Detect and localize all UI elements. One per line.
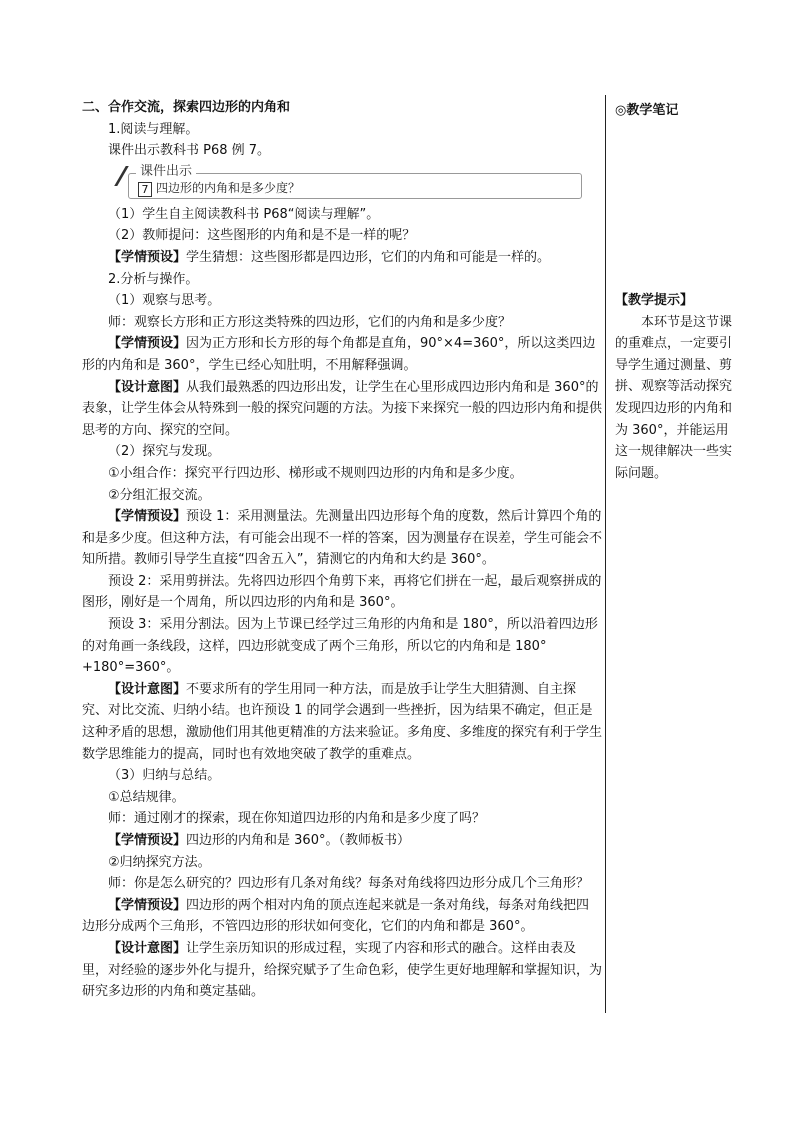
tag-label: 【学情预设】 (108, 336, 187, 352)
paragraph: ②归纳探究方法。 (108, 854, 211, 870)
paragraph: ①小组合作：探究平行四边形、梯形或不规则四边形的内角和是多少度。 (108, 465, 523, 481)
paragraph-text: 四边形的内角和是 360°。（教师板书） (186, 833, 410, 848)
notes-title: ◎教学笔记 (615, 103, 679, 118)
box-label: 课件出示 (136, 163, 196, 181)
paragraph: 师：通过刚才的探索，现在你知道四边形的内角和是多少度了吗？ (108, 811, 486, 827)
paragraph-text: 学生猜想：这些图形都是四边形，它们的内角和可能是一样的。 (186, 249, 551, 265)
paragraph-text: 因为正方形和长方形的每个角都是直角，90°×4=360°，所以这类四边形的内角和是 360°，学生已经心知肚明，不用解释强调。 (82, 336, 596, 373)
paragraph: （1）学生自主阅读教科书 P68“阅读与理解”。 (108, 206, 380, 222)
hint-body: 本环节是这节课的重难点，一定要引导学生通过测量、剪拼、观察等活动探究发现四边形的内角和为 360°，并能运用这一规律解决一些实际问题。 (615, 314, 733, 481)
paragraph: （2）教师提问：这些图形的内角和是不是一样的呢？ (108, 228, 416, 244)
courseware-box (118, 163, 583, 200)
tag-label: 【设计意图】 (108, 940, 187, 956)
paragraph (82, 679, 602, 765)
paragraph: 预设 2：采用剪拼法。先将四边形四个角剪下来，再将它们拼在一起，最后观察拼成的图形，刚好是一个周角，所以四边形的内角和是 360°。 (82, 573, 602, 611)
paragraph (82, 938, 602, 1003)
tag-label: 【设计意图】 (108, 379, 187, 395)
paragraph (82, 377, 602, 442)
paragraph: ②分组汇报交流。 (108, 487, 211, 503)
paragraph (82, 506, 602, 571)
paragraph (82, 247, 602, 269)
tag-label: 【学情预设】 (108, 833, 187, 848)
paragraph-text: 预设 1：采用测量法。先测量出四边形每个角的度数，然后计算四个角的和是多少度。但这种方法，有可能会出现不一样的答案，因为测量存在误差，学生可能会不知所措。教师引导学生直接“四舍五入”，猜测它的内角和大约是 360°。 (82, 509, 603, 568)
paragraph (82, 895, 602, 938)
tag-label: 【学情预设】 (108, 249, 187, 265)
paragraph: ①总结规律。 (108, 789, 185, 805)
paragraph (82, 830, 602, 852)
paragraph-text: 不要求所有的学生用同一种方法，而是放手让学生大胆猜测、自主探究、对比交流、归纳小结。也许预设 1 的同学会遇到一些挫折，因为结果不确定，但正是这种矛盾的思想，激励他们用其他更精准的方法来验证。多角度、多维度的探究有利于学生数学思维能力的提高，同时也有效地突破了教学的重难点。 (82, 681, 603, 762)
teaching-hint (615, 290, 735, 484)
paragraph-text: 四边形的两个相对内角的顶点连起来就是一条对角线，每条对角线把四边形分成两个三角形，不管四边形的形状如何变化，它们的内角和都是 360°。 (82, 897, 590, 935)
paragraph: 课件出示教科书 P68 例 7。 (108, 143, 271, 159)
paragraph: 1.阅读与理解。 (108, 121, 199, 137)
lesson-content (82, 97, 602, 1003)
tag-label: 【设计意图】 (108, 681, 187, 697)
hint-title: 【教学提示】 (615, 293, 694, 308)
paragraph: 师：你是怎么研究的？四边形有几条对角线？每条对角线将四边形分成几个三角形？ (108, 876, 590, 892)
section-title: 二、合作交流，探索四边形的内角和 (82, 100, 291, 115)
paragraph: （1）观察与思考。 (108, 293, 221, 309)
paragraph: （2）探究与发现。 (108, 444, 221, 460)
paragraph: 预设 3：采用分割法。因为上节课已经学过三角形的内角和是 180°，所以沿着四边形的对角画一条线段，这样，四边形就变成了两个三角形，所以它的内角和是 180°+180°=360°。 (82, 617, 598, 676)
tag-label: 【学情预设】 (108, 509, 187, 525)
box-slash-decoration (114, 166, 129, 186)
paragraph: 师：观察长方形和正方形这类特殊的四边形，它们的内角和是多少度？ (108, 314, 512, 330)
paragraph: 2.分析与操作。 (108, 271, 199, 287)
paragraph: （3）归纳与总结。 (108, 768, 221, 784)
paragraph (82, 333, 602, 376)
box-text: 四边形的内角和是多少度？ (156, 180, 301, 195)
paragraph-text: 从我们最熟悉的四边形出发，让学生在心里形成四边形内角和是 360°的表象，让学生体会从特殊到一般的探究问题的方法。为接下来探究一般的四边形内角和提供思考的方向、探究的空间。 (82, 379, 603, 438)
tag-label: 【学情预设】 (108, 897, 187, 913)
paragraph-text: 让学生亲历知识的形成过程，实现了内容和形式的融合。这样由表及里，对经验的逐步外化与提升，给探究赋予了生命色彩，使学生更好地理解和掌握知识，为研究多边形的内角和奠定基础。 (82, 940, 603, 1000)
box-number: 7 (138, 182, 152, 197)
column-divider (605, 95, 606, 1013)
